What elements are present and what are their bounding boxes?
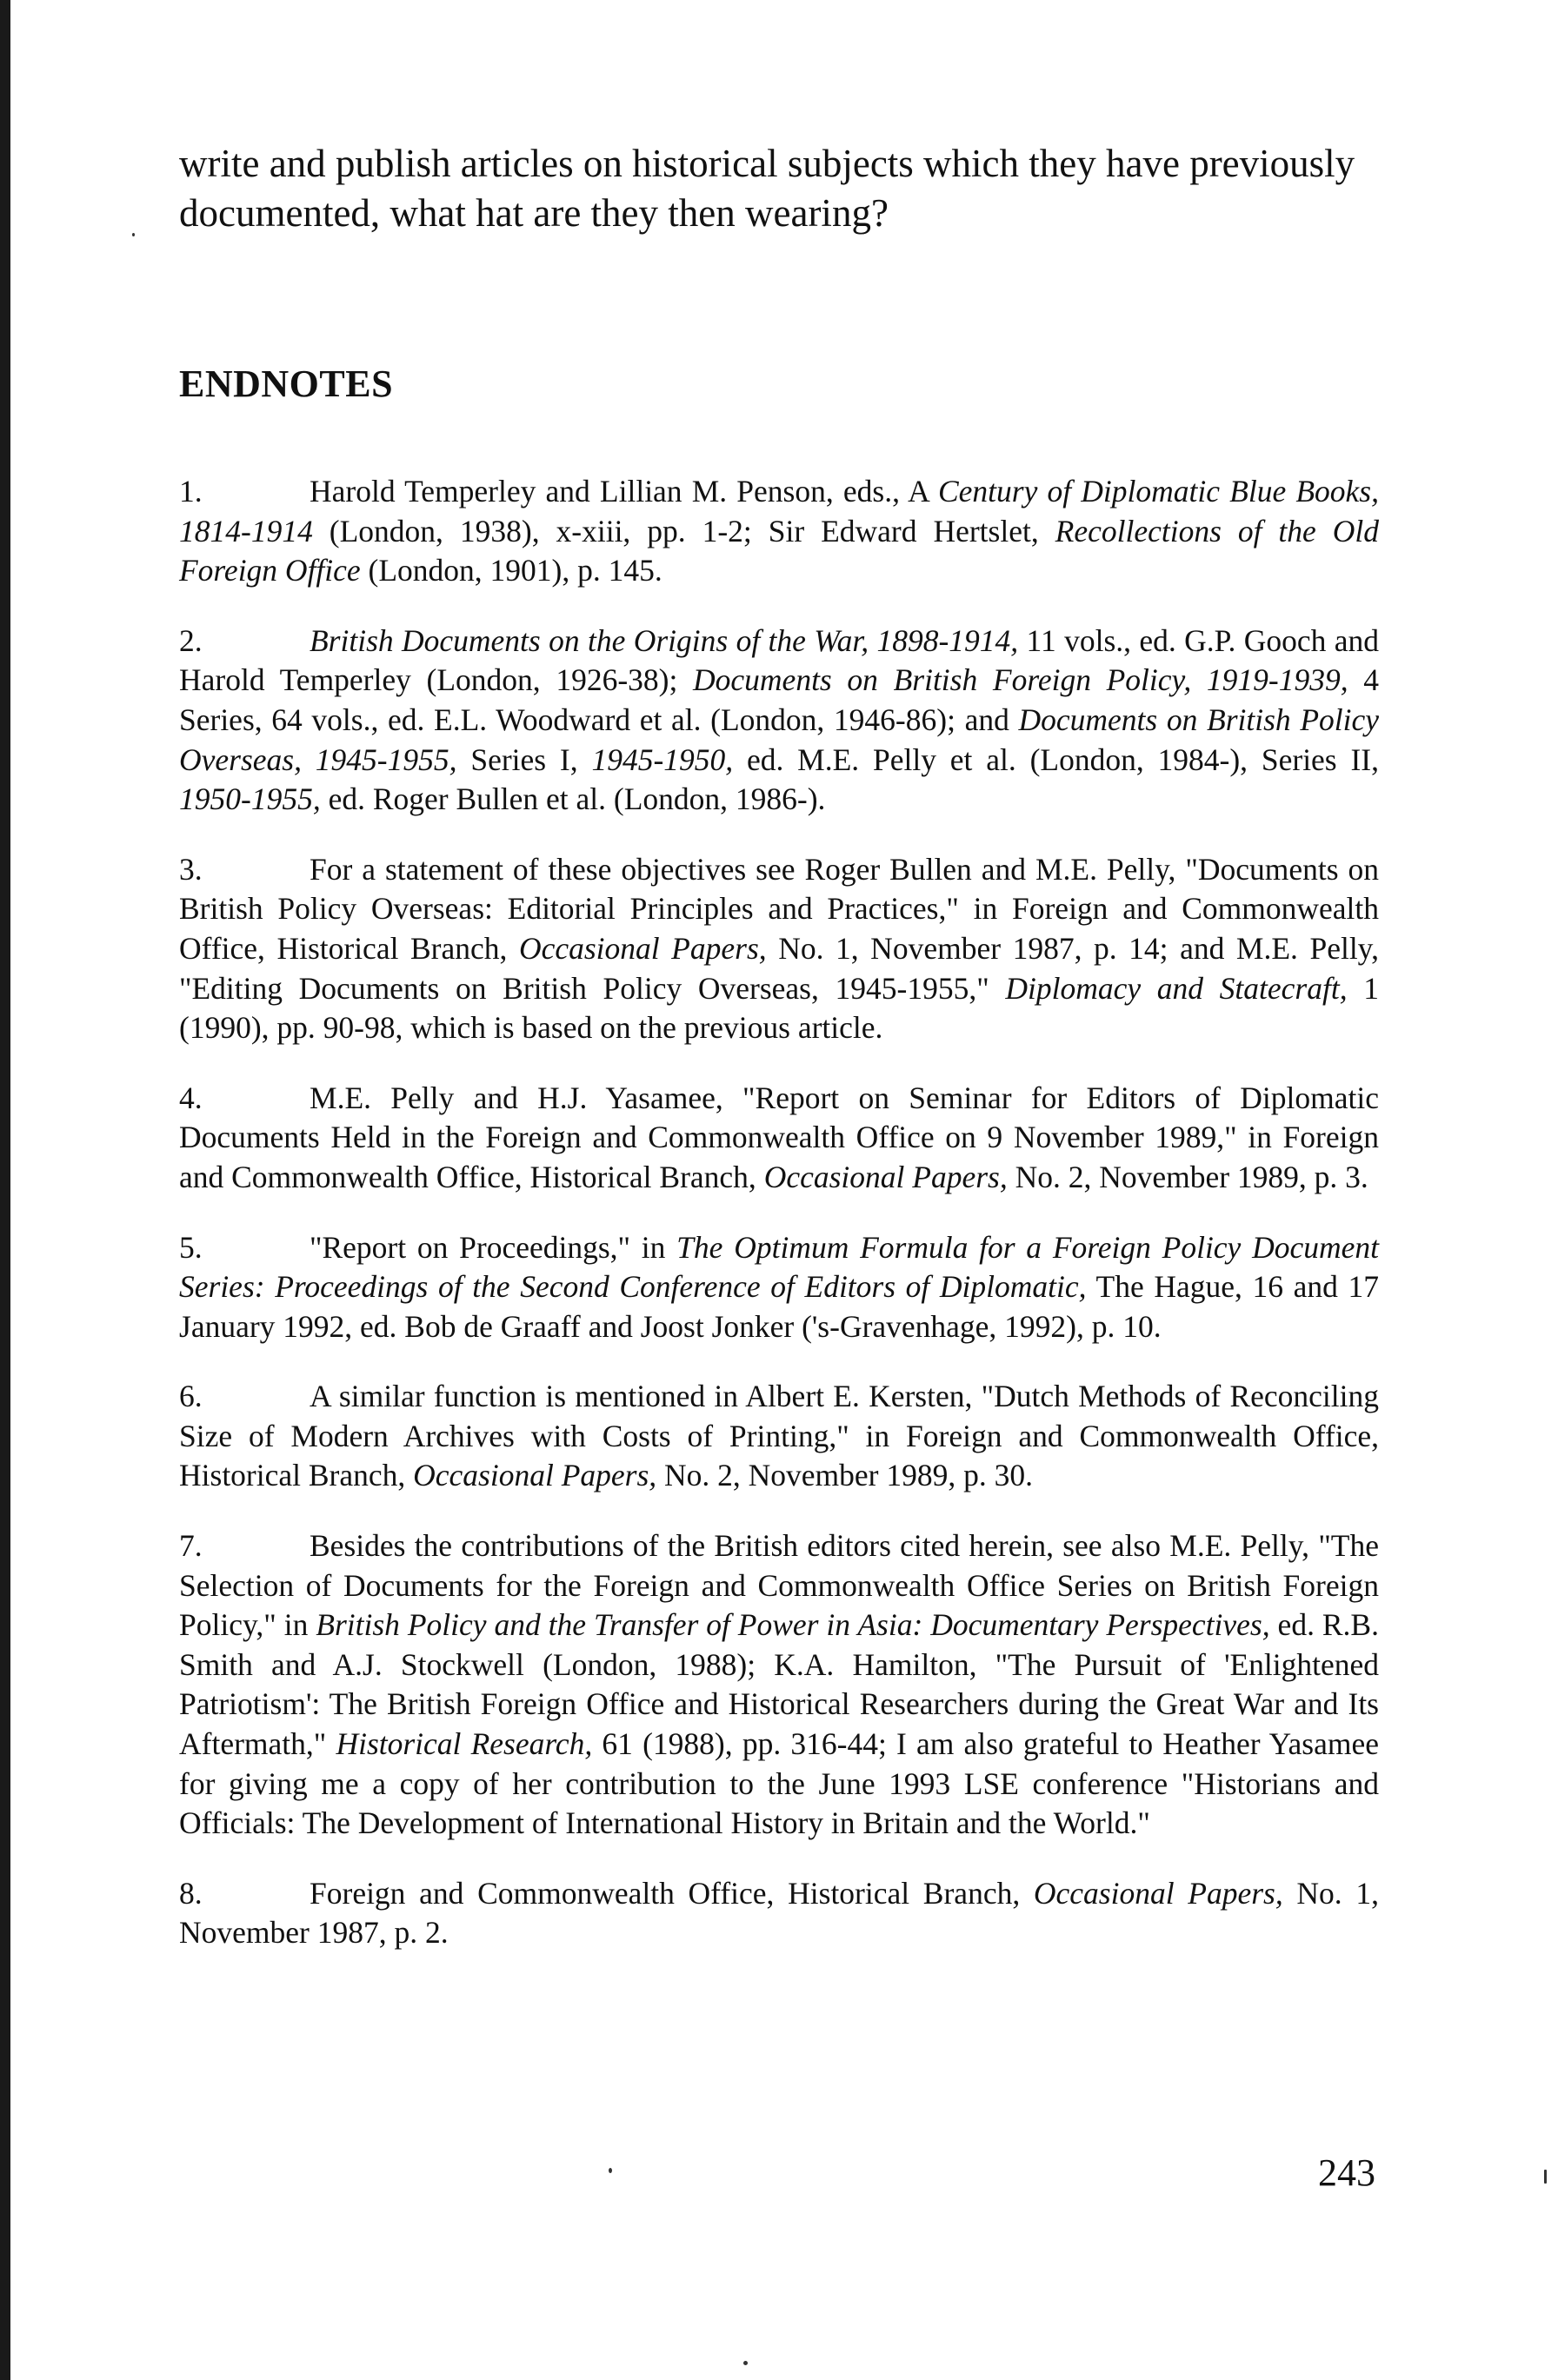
endnote-title-text: British Policy and the Transfer of Power in Asia: Documentary Perspectives,: [316, 1607, 1270, 1643]
endnotes-list: [179, 472, 1387, 1984]
endnote: [179, 1526, 1387, 1844]
endnote-number: 3.: [179, 851, 203, 887]
endnote-text: 11 vols., ed. G.P. Gooch and Harold Temperley (London, 1926-38);: [179, 622, 1387, 698]
endnote: [179, 472, 1387, 591]
endnote-text: 4 Series, 64 vols., ed. E.L. Woodward et al. (London, 1946-86); and: [179, 662, 1387, 737]
endnote: [179, 1377, 1387, 1496]
endnote-title-text: British Documents on the Origins of the War, 1898-1914,: [310, 622, 1019, 658]
endnote-number: 4.: [179, 1080, 203, 1115]
endnote: [179, 622, 1387, 820]
endnote-text: ed. M.E. Pelly et al. (London, 1984-), Series II,: [733, 741, 1387, 777]
endnote-text: Series I,: [456, 741, 592, 777]
page-content: [179, 139, 1387, 1951]
endnote-text: (London, 1901), p. 145.: [360, 553, 662, 588]
endnote-title-text: Historical Research,: [336, 1726, 593, 1762]
endnote-text: ed. R.B. Smith and A.J. Stockwell (London, 1988); K.A. Hamilton, "The Pursuit of 'Enlightened Patriotism': The British Foreign Office and Historical Researchers during the Great War and Its Aftermath,": [179, 1607, 1387, 1762]
endnote-number: 8.: [179, 1875, 203, 1911]
endnote: [179, 1228, 1387, 1347]
endnote-text: 61 (1988), pp. 316-44; I am also grateful to Heather Yasamee for giving me a copy of her contribution to the June 1993 LSE conference "Historians and Officials: The Development of International History in Britain and the World.": [179, 1726, 1387, 1841]
endnote-title-text: Recollections of the Old Foreign Office: [179, 513, 1387, 588]
endnotes-heading: ENDNOTES: [179, 362, 394, 405]
endnote-text: (London, 1938), x-xiii, pp. 1-2; Sir Edward Hertslet,: [312, 513, 1055, 548]
endnote: [179, 1874, 1387, 1953]
endnote-number: 6.: [179, 1379, 203, 1414]
endnote-text: No. 1, November 1987, p. 14; and M.E. Pelly, "Editing Documents on British Policy Overseas, 1945-1955,": [179, 930, 1387, 1006]
endnote-title-text: Documents on British Foreign Policy, 1919-1939,: [693, 662, 1348, 698]
endnote-text: No. 2, November 1989, p. 30.: [656, 1458, 1034, 1493]
endnote-text: For a statement of these objectives see Roger Bullen and M.E. Pelly, "Documents on British Policy Overseas: Editorial Principles and Practices," in Foreign and Commonwealth Office, Historical Branch,: [179, 851, 1387, 966]
scan-speck: [1544, 2170, 1547, 2184]
scan-speck: [132, 233, 135, 236]
endnote-title-text: Occasional Papers,: [413, 1458, 657, 1493]
endnote-title-text: Documents on British Policy Overseas, 1945-1955,: [179, 701, 1387, 777]
endnote-text: M.E. Pelly and H.J. Yasamee, "Report on Seminar for Editors of Diplomatic Documents Held in the Foreign and Commonwealth Office on 9 November 1989," in Foreign and Commonwealth Office, Historical Branch,: [179, 1080, 1387, 1194]
endnote-title-text: Occasional Papers,: [763, 1159, 1008, 1194]
endnote-text: A similar function is mentioned in Albert E. Kersten, "Dutch Methods of Reconciling Size of Modern Archives with Costs of Printing," in Foreign and Commonwealth Office, Historical Branch,: [179, 1379, 1387, 1493]
endnote-title-text: 1945-1950,: [591, 741, 734, 777]
endnote-text: Foreign and Commonwealth Office, Historical Branch,: [310, 1875, 1034, 1911]
scan-speck: [609, 2168, 612, 2173]
endnote-text: Harold Temperley and Lillian M. Penson, eds., A: [310, 474, 938, 509]
endnote: [179, 1079, 1387, 1198]
endnote-number: 7.: [179, 1528, 203, 1564]
scan-speck: [743, 2361, 748, 2365]
endnote-number: 1.: [179, 474, 203, 509]
endnote: [179, 850, 1387, 1048]
endnote-text: "Report on Proceedings," in: [310, 1229, 677, 1265]
endnote-number: 5.: [179, 1229, 203, 1265]
endnote-title-text: Century of Diplomatic Blue Books, 1814-1914: [179, 474, 1387, 548]
endnote-title-text: Occasional Papers,: [1033, 1875, 1283, 1911]
scan-left-edge: [0, 0, 10, 2380]
endnote-title-text: Occasional Papers,: [518, 930, 767, 966]
page-number: 243: [1318, 2151, 1375, 2194]
endnote-title-text: The Optimum Formula for a Foreign Policy Document Series: Proceedings of the Second Conference of Editors of Diplomatic,: [179, 1229, 1387, 1305]
endnote-text: ed. Roger Bullen et al. (London, 1986-).: [320, 781, 826, 817]
endnote-title-text: 1950-1955,: [179, 781, 321, 817]
endnote-text: The Hague, 16 and 17 January 1992, ed. Bob de Graaff and Joost Jonker ('s-Gravenhage, 1992), p. 10.: [179, 1269, 1387, 1344]
endnote-text: 1 (1990), pp. 90-98, which is based on the previous article.: [179, 970, 1387, 1046]
intro-paragraph: write and publish articles on historical subjects which they have previously documented, what hat are they then wearing?: [179, 142, 1355, 235]
endnote-text: No. 2, November 1989, p. 3.: [1007, 1159, 1368, 1194]
endnote-number: 2.: [179, 622, 203, 658]
endnote-title-text: Diplomacy and Statecraft,: [1005, 970, 1348, 1006]
endnote-text: Besides the contributions of the British editors cited herein, see also M.E. Pelly, "The Selection of Documents for the Foreign and Commonwealth Office Series on British Foreign Policy," in: [179, 1528, 1387, 1643]
endnote-text: No. 1, November 1987, p. 2.: [179, 1875, 1387, 1951]
